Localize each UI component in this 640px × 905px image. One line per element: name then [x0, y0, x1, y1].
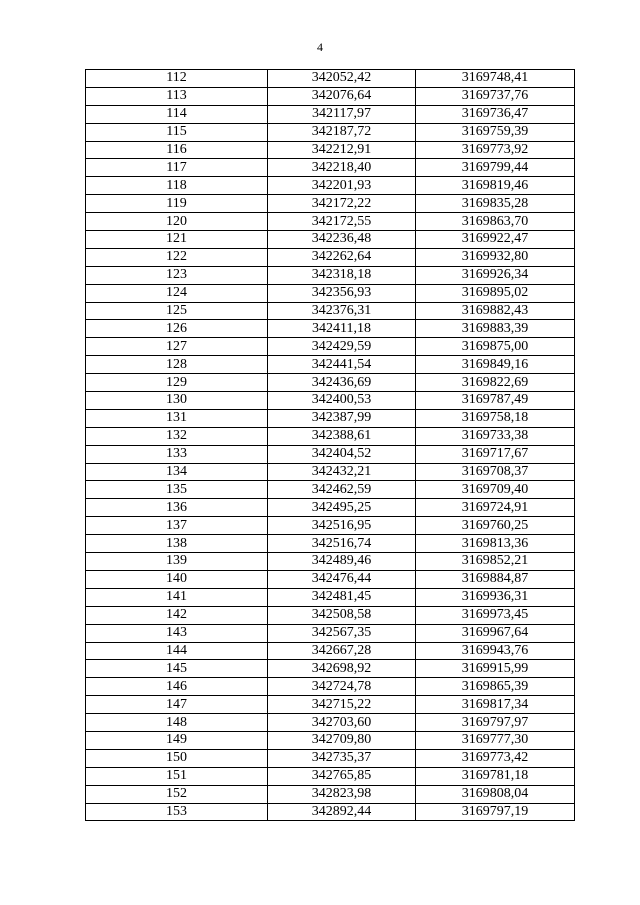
x-coordinate-cell: 342724,78: [268, 678, 416, 696]
table-row: [86, 356, 575, 374]
y-coordinate-cell: 3169773,92: [416, 141, 575, 159]
y-coordinate-cell: 3169773,42: [416, 749, 575, 767]
y-coordinate-cell: 3169808,04: [416, 785, 575, 803]
x-coordinate-cell: 342262,64: [268, 248, 416, 266]
point-number-cell: 147: [86, 696, 268, 714]
table-row: [86, 481, 575, 499]
y-coordinate-cell: 3169781,18: [416, 767, 575, 785]
y-coordinate-cell: 3169932,80: [416, 248, 575, 266]
point-number-cell: 134: [86, 463, 268, 481]
y-coordinate-cell: 3169865,39: [416, 678, 575, 696]
point-number-cell: 142: [86, 606, 268, 624]
x-coordinate-cell: 342218,40: [268, 159, 416, 177]
y-coordinate-cell: 3169882,43: [416, 302, 575, 320]
x-coordinate-cell: 342495,25: [268, 499, 416, 517]
table-row: [86, 749, 575, 767]
x-coordinate-cell: 342404,52: [268, 445, 416, 463]
table-row: [86, 338, 575, 356]
x-coordinate-cell: 342376,31: [268, 302, 416, 320]
point-number-cell: 152: [86, 785, 268, 803]
y-coordinate-cell: 3169709,40: [416, 481, 575, 499]
x-coordinate-cell: 342715,22: [268, 696, 416, 714]
table-row: [86, 195, 575, 213]
point-number-cell: 143: [86, 624, 268, 642]
coordinates-table-body: [86, 70, 575, 821]
y-coordinate-cell: 3169819,46: [416, 177, 575, 195]
point-number-cell: 132: [86, 427, 268, 445]
y-coordinate-cell: 3169849,16: [416, 356, 575, 374]
point-number-cell: 126: [86, 320, 268, 338]
x-coordinate-cell: 342201,93: [268, 177, 416, 195]
point-number-cell: 140: [86, 570, 268, 588]
table-row: [86, 553, 575, 571]
y-coordinate-cell: 3169737,76: [416, 87, 575, 105]
point-number-cell: 118: [86, 177, 268, 195]
point-number-cell: 136: [86, 499, 268, 517]
point-number-cell: 133: [86, 445, 268, 463]
y-coordinate-cell: 3169777,30: [416, 731, 575, 749]
page-number: 4: [317, 40, 323, 54]
x-coordinate-cell: 342508,58: [268, 606, 416, 624]
x-coordinate-cell: 342212,91: [268, 141, 416, 159]
y-coordinate-cell: 3169748,41: [416, 70, 575, 88]
table-row: [86, 320, 575, 338]
table-row: [86, 248, 575, 266]
table-row: [86, 696, 575, 714]
point-number-cell: 125: [86, 302, 268, 320]
point-number-cell: 148: [86, 714, 268, 732]
x-coordinate-cell: 342823,98: [268, 785, 416, 803]
y-coordinate-cell: 3169922,47: [416, 231, 575, 249]
x-coordinate-cell: 342172,55: [268, 213, 416, 231]
y-coordinate-cell: 3169883,39: [416, 320, 575, 338]
y-coordinate-cell: 3169717,67: [416, 445, 575, 463]
x-coordinate-cell: 342411,18: [268, 320, 416, 338]
y-coordinate-cell: 3169895,02: [416, 284, 575, 302]
x-coordinate-cell: 342567,35: [268, 624, 416, 642]
y-coordinate-cell: 3169835,28: [416, 195, 575, 213]
point-number-cell: 150: [86, 749, 268, 767]
table-row: [86, 141, 575, 159]
table-row: [86, 714, 575, 732]
table-row: [86, 731, 575, 749]
y-coordinate-cell: 3169760,25: [416, 517, 575, 535]
x-coordinate-cell: 342236,48: [268, 231, 416, 249]
coordinates-table: [85, 69, 575, 821]
y-coordinate-cell: 3169863,70: [416, 213, 575, 231]
y-coordinate-cell: 3169813,36: [416, 535, 575, 553]
x-coordinate-cell: 342356,93: [268, 284, 416, 302]
table-row: [86, 177, 575, 195]
table-row: [86, 624, 575, 642]
point-number-cell: 115: [86, 123, 268, 141]
point-number-cell: 113: [86, 87, 268, 105]
x-coordinate-cell: 342516,74: [268, 535, 416, 553]
x-coordinate-cell: 342709,80: [268, 731, 416, 749]
y-coordinate-cell: 3169943,76: [416, 642, 575, 660]
table-row: [86, 284, 575, 302]
y-coordinate-cell: 3169797,19: [416, 803, 575, 821]
table-row: [86, 266, 575, 284]
y-coordinate-cell: 3169797,97: [416, 714, 575, 732]
table-row: [86, 463, 575, 481]
table-row: [86, 588, 575, 606]
point-number-cell: 128: [86, 356, 268, 374]
point-number-cell: 121: [86, 231, 268, 249]
x-coordinate-cell: 342489,46: [268, 553, 416, 571]
table-row: [86, 660, 575, 678]
point-number-cell: 112: [86, 70, 268, 88]
y-coordinate-cell: 3169799,44: [416, 159, 575, 177]
x-coordinate-cell: 342436,69: [268, 374, 416, 392]
table-row: [86, 767, 575, 785]
y-coordinate-cell: 3169936,31: [416, 588, 575, 606]
x-coordinate-cell: 342735,37: [268, 749, 416, 767]
point-number-cell: 116: [86, 141, 268, 159]
table-row: [86, 445, 575, 463]
x-coordinate-cell: 342432,21: [268, 463, 416, 481]
point-number-cell: 151: [86, 767, 268, 785]
point-number-cell: 145: [86, 660, 268, 678]
table-row: [86, 87, 575, 105]
x-coordinate-cell: 342441,54: [268, 356, 416, 374]
y-coordinate-cell: 3169884,87: [416, 570, 575, 588]
point-number-cell: 146: [86, 678, 268, 696]
point-number-cell: 141: [86, 588, 268, 606]
x-coordinate-cell: 342698,92: [268, 660, 416, 678]
x-coordinate-cell: 342400,53: [268, 392, 416, 410]
y-coordinate-cell: 3169822,69: [416, 374, 575, 392]
y-coordinate-cell: 3169875,00: [416, 338, 575, 356]
point-number-cell: 123: [86, 266, 268, 284]
x-coordinate-cell: 342516,95: [268, 517, 416, 535]
x-coordinate-cell: 342318,18: [268, 266, 416, 284]
point-number-cell: 131: [86, 409, 268, 427]
y-coordinate-cell: 3169708,37: [416, 463, 575, 481]
y-coordinate-cell: 3169967,64: [416, 624, 575, 642]
x-coordinate-cell: 342892,44: [268, 803, 416, 821]
table-row: [86, 159, 575, 177]
y-coordinate-cell: 3169926,34: [416, 266, 575, 284]
point-number-cell: 153: [86, 803, 268, 821]
x-coordinate-cell: 342667,28: [268, 642, 416, 660]
y-coordinate-cell: 3169736,47: [416, 105, 575, 123]
table-row: [86, 535, 575, 553]
table-row: [86, 105, 575, 123]
table-row: [86, 213, 575, 231]
y-coordinate-cell: 3169724,91: [416, 499, 575, 517]
table-row: [86, 499, 575, 517]
point-number-cell: 129: [86, 374, 268, 392]
table-row: [86, 678, 575, 696]
table-row: [86, 642, 575, 660]
point-number-cell: 144: [86, 642, 268, 660]
point-number-cell: 138: [86, 535, 268, 553]
x-coordinate-cell: 342765,85: [268, 767, 416, 785]
y-coordinate-cell: 3169787,49: [416, 392, 575, 410]
table-row: [86, 374, 575, 392]
point-number-cell: 122: [86, 248, 268, 266]
table-row: [86, 785, 575, 803]
point-number-cell: 135: [86, 481, 268, 499]
x-coordinate-cell: 342172,22: [268, 195, 416, 213]
y-coordinate-cell: 3169852,21: [416, 553, 575, 571]
y-coordinate-cell: 3169973,45: [416, 606, 575, 624]
point-number-cell: 137: [86, 517, 268, 535]
x-coordinate-cell: 342052,42: [268, 70, 416, 88]
point-number-cell: 149: [86, 731, 268, 749]
y-coordinate-cell: 3169915,99: [416, 660, 575, 678]
point-number-cell: 130: [86, 392, 268, 410]
table-row: [86, 570, 575, 588]
table-row: [86, 803, 575, 821]
x-coordinate-cell: 342117,97: [268, 105, 416, 123]
table-row: [86, 427, 575, 445]
x-coordinate-cell: 342429,59: [268, 338, 416, 356]
x-coordinate-cell: 342476,44: [268, 570, 416, 588]
x-coordinate-cell: 342076,64: [268, 87, 416, 105]
x-coordinate-cell: 342388,61: [268, 427, 416, 445]
table-row: [86, 517, 575, 535]
y-coordinate-cell: 3169759,39: [416, 123, 575, 141]
point-number-cell: 127: [86, 338, 268, 356]
point-number-cell: 139: [86, 553, 268, 571]
table-row: [86, 231, 575, 249]
y-coordinate-cell: 3169817,34: [416, 696, 575, 714]
table-row: [86, 392, 575, 410]
y-coordinate-cell: 3169733,38: [416, 427, 575, 445]
table-row: [86, 70, 575, 88]
point-number-cell: 117: [86, 159, 268, 177]
x-coordinate-cell: 342187,72: [268, 123, 416, 141]
x-coordinate-cell: 342481,45: [268, 588, 416, 606]
point-number-cell: 119: [86, 195, 268, 213]
point-number-cell: 114: [86, 105, 268, 123]
y-coordinate-cell: 3169758,18: [416, 409, 575, 427]
x-coordinate-cell: 342387,99: [268, 409, 416, 427]
table-row: [86, 409, 575, 427]
table-row: [86, 606, 575, 624]
x-coordinate-cell: 342703,60: [268, 714, 416, 732]
point-number-cell: 124: [86, 284, 268, 302]
table-row: [86, 123, 575, 141]
table-row: [86, 302, 575, 320]
point-number-cell: 120: [86, 213, 268, 231]
x-coordinate-cell: 342462,59: [268, 481, 416, 499]
